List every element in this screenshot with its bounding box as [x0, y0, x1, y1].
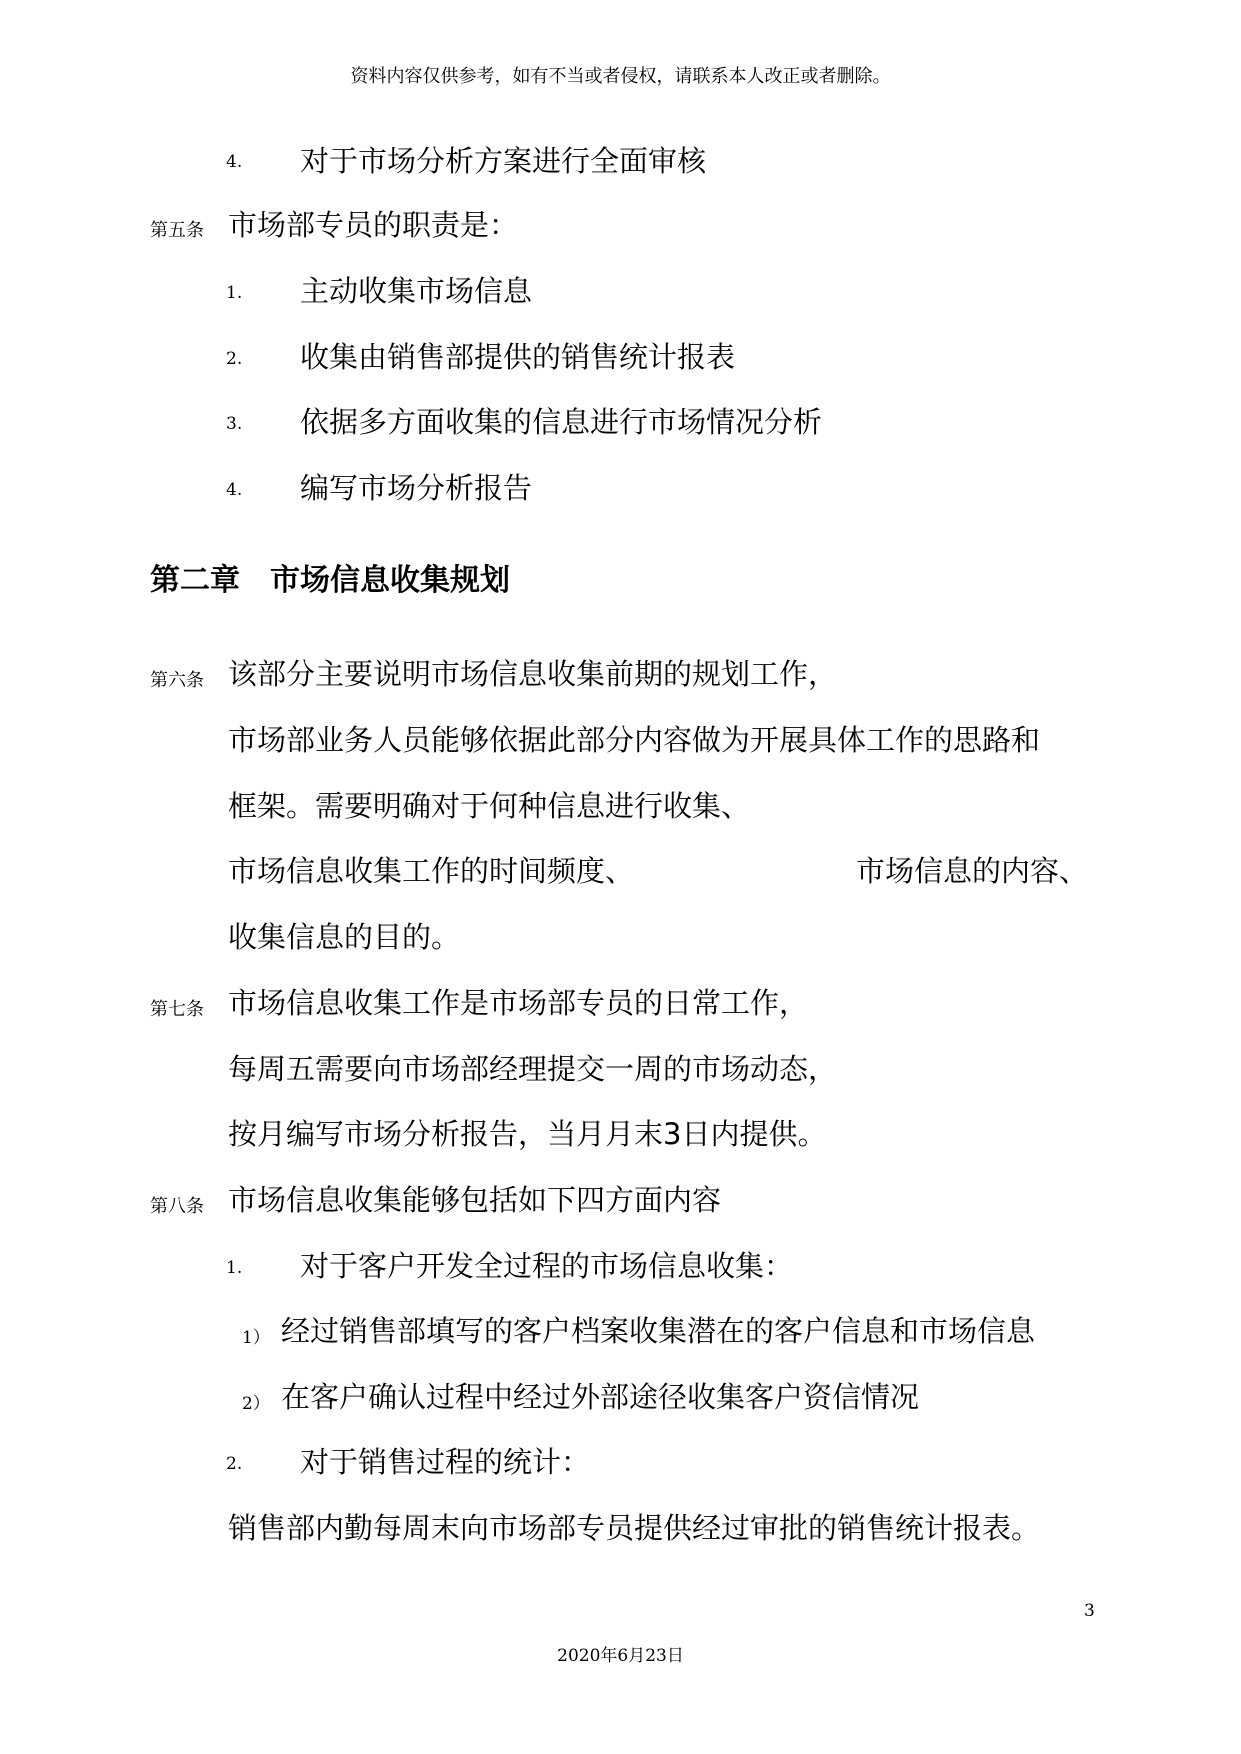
article-text: 销售部内勤每周末向市场部专员提供经过审批的销售统计报表。	[228, 1511, 1041, 1545]
list-number: 1.	[226, 283, 243, 303]
article-label: 第五条	[150, 220, 204, 241]
list-item-text: 依据多方面收集的信息进行市场情况分析	[300, 405, 823, 439]
list-number: 2.	[226, 349, 243, 369]
list-item-text: 编写市场分析报告	[300, 471, 533, 505]
list-item-text: 主动收集市场信息	[300, 274, 533, 308]
list-number: 2.	[226, 1454, 243, 1474]
article-label: 第六条	[150, 670, 204, 691]
article-text: 市场信息收集工作的时间频度、	[228, 854, 635, 888]
article-text: 市场信息收集工作是市场部专员的日常工作，	[228, 986, 809, 1020]
article-text: 按月编写市场分析报告，当月月末3日内提供。	[228, 1117, 827, 1151]
article-text: 市场信息的内容、	[856, 854, 1089, 888]
list-item-text: 收集由销售部提供的销售统计报表	[300, 340, 736, 374]
list-number: 1.	[226, 1258, 243, 1278]
list-number: 4.	[226, 480, 243, 500]
sub-list-item-text: 在客户确认过程中经过外部途径收集客户资信情况	[281, 1380, 920, 1414]
list-item-text: 对于市场分析方案进行全面审核	[300, 144, 707, 178]
article-text: 市场部业务人员能够依据此部分内容做为开展具体工作的思路和	[228, 723, 1041, 757]
list-number: 4.	[226, 152, 243, 172]
article-text: 市场信息收集能够包括如下四方面内容	[228, 1183, 722, 1217]
article-text: 每周五需要向市场部经理提交一周的市场动态，	[228, 1052, 838, 1086]
page-header: 资料内容仅供参考，如有不当或者侵权，请联系本人改正或者删除。	[350, 66, 891, 87]
list-number: 3.	[226, 414, 243, 434]
sub-list-number: 1）	[242, 1328, 270, 1348]
footer-date: 2020年6月23日	[557, 1646, 684, 1666]
article-text: 收集信息的目的。	[228, 920, 461, 954]
list-item-text: 对于销售过程的统计：	[300, 1445, 591, 1479]
sub-list-number: 2）	[242, 1394, 270, 1414]
article-label: 第七条	[150, 999, 204, 1020]
chapter-heading: 第二章 市场信息收集规划	[150, 563, 510, 598]
sub-list-item-text: 经过销售部填写的客户档案收集潜在的客户信息和市场信息	[281, 1314, 1036, 1348]
article-text: 该部分主要说明市场信息收集前期的规划工作，	[228, 657, 838, 691]
article-text: 市场部专员的职责是：	[228, 208, 519, 242]
list-item-text: 对于客户开发全过程的市场信息收集：	[300, 1249, 794, 1283]
page-number: 3	[1084, 1601, 1095, 1621]
article-label: 第八条	[150, 1196, 204, 1217]
article-text: 框架。需要明确对于何种信息进行收集、	[228, 789, 751, 823]
